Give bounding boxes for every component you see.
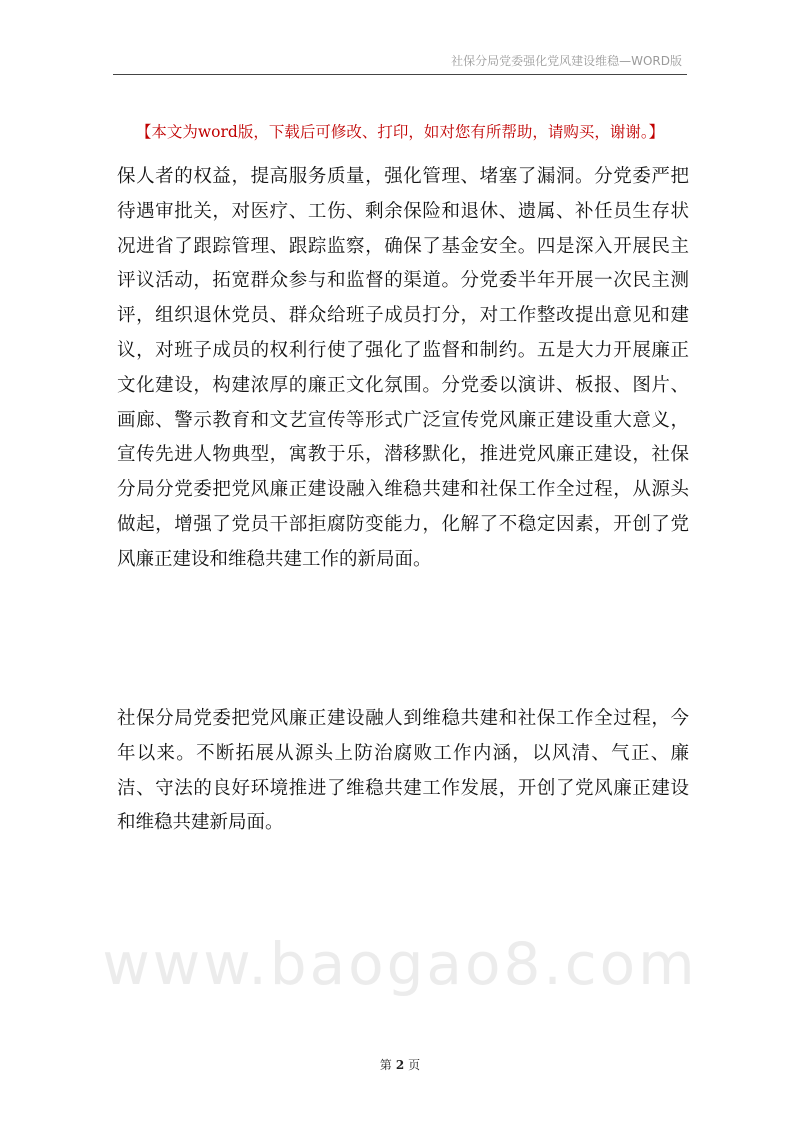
page-footer (0, 1056, 800, 1073)
page-suffix: 页 (408, 1058, 421, 1072)
page-number: 2 (395, 1058, 405, 1072)
page-prefix: 第 (379, 1058, 392, 1072)
running-header-title: 社保分局党委强化党风建设维稳—WORD版 (451, 54, 682, 68)
download-notice: 【本文为word版，下载后可修改、打印，如对您有所帮助，请购买，谢谢。】 (135, 123, 665, 141)
header-divider (113, 74, 687, 75)
watermark: www.baogao8.com (102, 930, 698, 998)
body-paragraph: 保人者的权益，提高服务质量，强化管理、堵塞了漏洞。分党委严把待遇审批关，对医疗、工伤、剩余保险和退休、遗属、补任员生存状况进省了跟踪管理、跟踪监察，确保了基金安全。四是深入开展民主评议活动，拓宽群众参与和监督的渠道。分党委半年开展一次民主测评，组织退休党员、群众给班子成员打分，对工作整改提出意见和建议，对班子成员的权利行使了强化了监督和制约。五是大力开展廉正文化建设，构建浓厚的廉正文化氛围。分党委以演讲、板报、图片、画廊、警示教育和文艺宣传等形式广泛宣传党风廉正建设重大意义，宣传先进人物典型，寓教于乐，潜移默化，推进党风廉正建设，社保分局分党委把党风廉正建设融入维稳共建和社保工作全过程，从源头做起，增强了党员干部拒腐防变能力，化解了不稳定因素，开创了党风廉正建设和维稳共建工作的新局面。 (117, 166, 689, 570)
body-paragraph: 社保分局党委把党风廉正建设融人到维稳共建和社保工作全过程，今年以来。不断拓展从源头上防治腐败工作内涵，以风清、气正、廉洁、守法的良好环境推进了维稳共建工作发展，开创了党风廉正建设和维稳共建新局面。 (117, 708, 689, 834)
